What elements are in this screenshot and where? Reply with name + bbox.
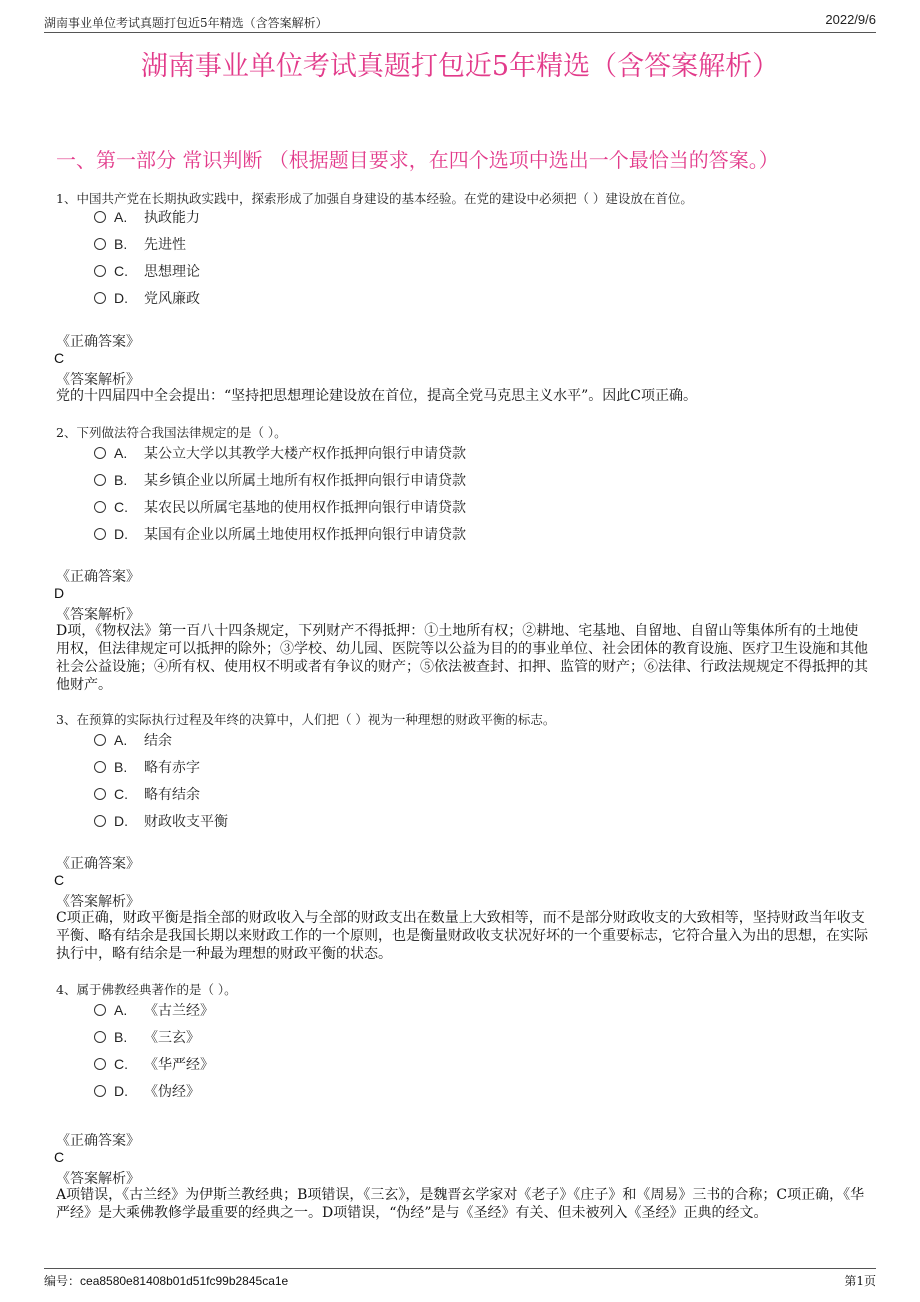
option-d[interactable]: D. 某国有企业以所属土地使用权作抵押向银行申请贷款 [94, 524, 466, 544]
option-d[interactable]: D. 党风廉政 [94, 288, 200, 308]
page-footer [44, 1268, 876, 1288]
option-a[interactable]: A. 某公立大学以其教学大楼产权作抵押向银行申请贷款 [94, 443, 466, 463]
radio-icon[interactable] [94, 1004, 106, 1016]
option-b[interactable]: B. 先进性 [94, 234, 186, 254]
correct-answer: C [54, 872, 65, 888]
radio-icon[interactable] [94, 211, 106, 223]
explanation-text: 党的十四届四中全会提出：“坚持把思想理论建设放在首位，提高全党马克思主义水平”。因此C项正确。 [56, 388, 698, 404]
radio-icon[interactable] [94, 1058, 106, 1070]
document-title: 湖南事业单位考试真题打包近5年精选（含答案解析） [140, 51, 780, 82]
option-c[interactable]: C. 《华严经》 [94, 1054, 214, 1074]
explanation-label: 《答案解析》 [56, 894, 140, 910]
answer-label: 《正确答案》 [56, 334, 140, 350]
radio-icon[interactable] [94, 238, 106, 250]
explanation-label: 《答案解析》 [56, 1171, 140, 1187]
radio-icon[interactable] [94, 1031, 106, 1043]
explanation-text: D项，《物权法》第一百八十四条规定，下列财产不得抵押：①土地所有权；②耕地、宅基地、自留地、自留山等集体所有的土地使用权，但法律规定可以抵押的除外；③学校、幼儿园、医院等以公益为目的的事业单位、社会团体的教育设施、医疗卫生设施和其他社会公益设施；④所有权、使用权不明或者有争议的财产；⑤依法被查封、扣押、监管的财产；⑥法律、行政法规规定不得抵押的其他财产。 [56, 623, 868, 693]
answer-label: 《正确答案》 [56, 569, 140, 585]
option-a[interactable]: A. 结余 [94, 730, 172, 750]
answer-label: 《正确答案》 [56, 856, 140, 872]
question-stem: 3、在预算的实际执行过程及年终的决算中，人们把（ ）视为一种理想的财政平衡的标志。 [56, 712, 556, 727]
answer-label: 《正确答案》 [56, 1133, 140, 1149]
option-b[interactable]: B. 《三玄》 [94, 1027, 200, 1047]
radio-icon[interactable] [94, 474, 106, 486]
option-d[interactable]: D. 《伪经》 [94, 1081, 200, 1101]
question-stem: 1、中国共产党在长期执政实践中，探索形成了加强自身建设的基本经验。在党的建设中必须把（ ）建设放在首位。 [56, 191, 693, 206]
document-code: cea8580e81408b01d51fc99b2845ca1e [80, 1274, 289, 1288]
radio-icon[interactable] [94, 761, 106, 773]
radio-icon[interactable] [94, 447, 106, 459]
option-b[interactable]: B. 某乡镇企业以所属土地所有权作抵押向银行申请贷款 [94, 470, 466, 490]
radio-icon[interactable] [94, 528, 106, 540]
header-title: 湖南事业单位考试真题打包近5年精选（含答案解析） [44, 16, 328, 30]
option-a[interactable]: A. 《古兰经》 [94, 1000, 214, 1020]
question-stem: 4、属于佛教经典著作的是（ ）。 [56, 982, 237, 997]
page-header [44, 12, 876, 33]
section-heading: 一、第一部分 常识判断 （根据题目要求，在四个选项中选出一个最恰当的答案。） [56, 148, 779, 172]
explanation-text: C项正确，财政平衡是指全部的财政收入与全部的财政支出在数量上大致相等，而不是部分财政收支的大致相等，坚持财政当年收支平衡、略有结余是我国长期以来财政工作的一个原则，也是衡量财政收支状况好坏的一个重要标志，它符合量入为出的思想，在实际执行中，略有结余是一种最为理想的财政平衡的状态。 [56, 910, 868, 962]
explanation-label: 《答案解析》 [56, 607, 140, 623]
radio-icon[interactable] [94, 815, 106, 827]
correct-answer: C [54, 1149, 65, 1165]
option-c[interactable]: C. 略有结余 [94, 784, 200, 804]
radio-icon[interactable] [94, 734, 106, 746]
header-date: 2022/9/6 [825, 12, 876, 27]
explanation-label: 《答案解析》 [56, 372, 140, 388]
option-c[interactable]: C. 思想理论 [94, 261, 200, 281]
question-stem: 2、下列做法符合我国法律规定的是（ ）。 [56, 425, 287, 440]
correct-answer: D [54, 585, 65, 601]
radio-icon[interactable] [94, 1085, 106, 1097]
explanation-text: A项错误，《古兰经》为伊斯兰教经典；B项错误，《三玄》，是魏晋玄学家对《老子》《庄子》和《周易》三书的合称；C项正确，《华严经》是大乘佛教修学最重要的经典之一。D项错误，“伪经”是与《圣经》有关、但未被列入《圣经》正典的经文。 [56, 1187, 865, 1221]
option-c[interactable]: C. 某农民以所属宅基地的使用权作抵押向银行申请贷款 [94, 497, 466, 517]
correct-answer: C [54, 350, 65, 366]
option-b[interactable]: B. 略有赤字 [94, 757, 200, 777]
document-code-label: 编号： [44, 1274, 81, 1288]
radio-icon[interactable] [94, 292, 106, 304]
radio-icon[interactable] [94, 788, 106, 800]
option-a[interactable]: A. 执政能力 [94, 207, 200, 227]
option-d[interactable]: D. 财政收支平衡 [94, 811, 228, 831]
radio-icon[interactable] [94, 501, 106, 513]
radio-icon[interactable] [94, 265, 106, 277]
page-number: 第1页 [844, 1274, 876, 1288]
